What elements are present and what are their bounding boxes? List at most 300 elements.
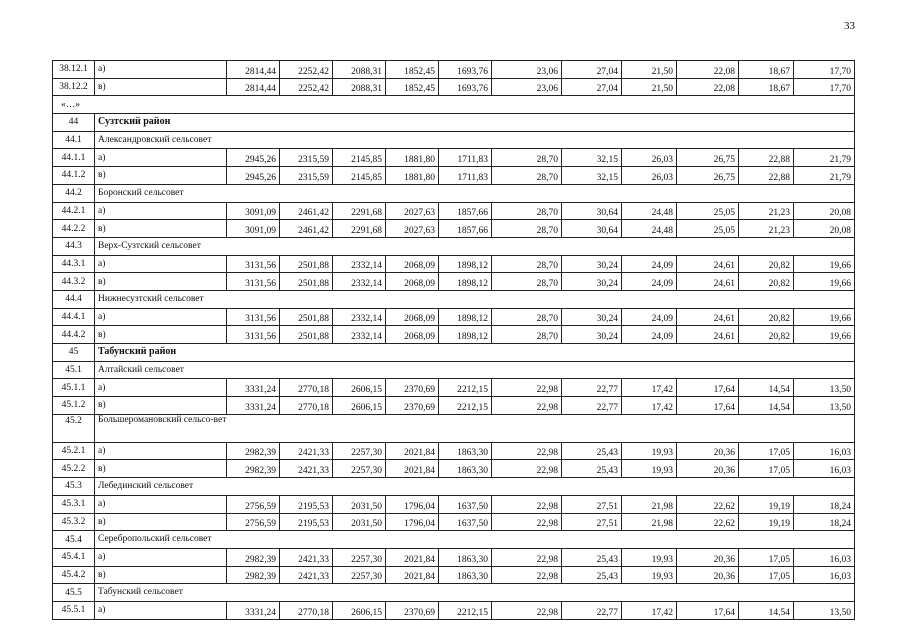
row-code: 38.12.1 [53, 61, 95, 79]
value-cell: 27,51 [562, 513, 622, 531]
row-code: 44.1.2 [53, 167, 95, 185]
value-cell: 2370,69 [386, 601, 439, 619]
row-code: 44.2 [53, 184, 95, 202]
value-cell: 2068,09 [386, 326, 439, 344]
value-cell: 22,62 [677, 513, 739, 531]
value-cell: 19,66 [794, 326, 855, 344]
row-label: в) [95, 397, 227, 415]
value-cell: 17,42 [622, 379, 677, 397]
value-cell: 1881,80 [386, 149, 439, 167]
district-name: Сузтский район [95, 114, 855, 132]
value-cell: 2332,14 [333, 326, 386, 344]
row-label: а) [95, 61, 227, 79]
row-code: 45 [53, 344, 95, 362]
value-cell: 22,98 [492, 513, 562, 531]
row-code: 45.5 [53, 584, 95, 602]
table-row [53, 78, 855, 96]
value-cell: 1693,76 [439, 78, 492, 96]
row-code: 45.1.2 [53, 397, 95, 415]
row-label: а) [95, 379, 227, 397]
row-code: 44.3 [53, 237, 95, 255]
value-cell: 17,70 [794, 78, 855, 96]
value-cell: 2068,09 [386, 273, 439, 291]
value-cell: 27,51 [562, 495, 622, 513]
value-cell: 19,93 [622, 566, 677, 584]
value-cell: 20,82 [739, 255, 794, 273]
value-cell: 32,15 [562, 149, 622, 167]
row-code: 45.2.2 [53, 460, 95, 478]
value-cell: 2370,69 [386, 379, 439, 397]
value-cell: 1898,12 [439, 255, 492, 273]
value-cell: 22,98 [492, 460, 562, 478]
table-row [53, 442, 855, 460]
value-cell: 22,98 [492, 601, 562, 619]
value-cell: 1863,30 [439, 566, 492, 584]
table-row [53, 149, 855, 167]
row-label: а) [95, 308, 227, 326]
value-cell: 13,50 [794, 601, 855, 619]
row-code: 45.5.1 [53, 601, 95, 619]
value-cell: 22,77 [562, 601, 622, 619]
value-cell: 2291,68 [333, 202, 386, 220]
value-cell: 1898,12 [439, 273, 492, 291]
row-code: 44.4.2 [53, 326, 95, 344]
value-cell: 1863,30 [439, 548, 492, 566]
value-cell: 1796,04 [386, 495, 439, 513]
row-code: 45.3.1 [53, 495, 95, 513]
row-label: а) [95, 601, 227, 619]
table-row [53, 379, 855, 397]
value-cell: 19,93 [622, 442, 677, 460]
value-cell: 24,09 [622, 308, 677, 326]
value-cell: 3331,24 [227, 397, 280, 415]
council-name: Серебропольский сельсовет [95, 531, 855, 549]
value-cell: 30,24 [562, 308, 622, 326]
value-cell: 20,36 [677, 548, 739, 566]
value-cell: 2031,50 [333, 495, 386, 513]
value-cell: 2257,30 [333, 548, 386, 566]
value-cell: 2461,42 [280, 202, 333, 220]
value-cell: 16,03 [794, 548, 855, 566]
value-cell: 2421,33 [280, 548, 333, 566]
council-row [53, 414, 855, 442]
value-cell: 2421,33 [280, 442, 333, 460]
value-cell: 2770,18 [280, 397, 333, 415]
value-cell: 28,70 [492, 167, 562, 185]
value-cell: 28,70 [492, 255, 562, 273]
value-cell: 14,54 [739, 379, 794, 397]
value-cell: 26,75 [677, 149, 739, 167]
value-cell: 25,43 [562, 566, 622, 584]
value-cell: 21,23 [739, 220, 794, 238]
value-cell: 2814,44 [227, 61, 280, 79]
value-cell: 22,08 [677, 61, 739, 79]
value-cell: 22,98 [492, 548, 562, 566]
value-cell: 20,08 [794, 202, 855, 220]
value-cell: 23,06 [492, 61, 562, 79]
value-cell: 2770,18 [280, 379, 333, 397]
value-cell: 16,03 [794, 442, 855, 460]
row-code: 45.3.2 [53, 513, 95, 531]
value-cell: 2315,59 [280, 167, 333, 185]
row-label: в) [95, 513, 227, 531]
value-cell: 2027,63 [386, 220, 439, 238]
row-code: 44.1.1 [53, 149, 95, 167]
value-cell: 21,50 [622, 61, 677, 79]
value-cell: 19,66 [794, 273, 855, 291]
value-cell: 21,98 [622, 495, 677, 513]
value-cell: 30,64 [562, 220, 622, 238]
value-cell: 22,98 [492, 379, 562, 397]
table-row [53, 167, 855, 185]
row-label: в) [95, 220, 227, 238]
council-row [53, 478, 855, 496]
value-cell: 28,70 [492, 220, 562, 238]
value-cell: 1863,30 [439, 442, 492, 460]
value-cell: 21,98 [622, 513, 677, 531]
value-cell: 3091,09 [227, 202, 280, 220]
value-cell: 2212,15 [439, 397, 492, 415]
value-cell: 14,54 [739, 397, 794, 415]
value-cell: 1898,12 [439, 326, 492, 344]
table-row [53, 548, 855, 566]
value-cell: 2756,59 [227, 513, 280, 531]
value-cell: 24,61 [677, 273, 739, 291]
value-cell: 2982,39 [227, 566, 280, 584]
value-cell: 3131,56 [227, 255, 280, 273]
row-label: а) [95, 255, 227, 273]
row-code: 44.4 [53, 290, 95, 308]
value-cell: 18,67 [739, 61, 794, 79]
council-row [53, 237, 855, 255]
table-row [53, 460, 855, 478]
value-cell: 2195,53 [280, 513, 333, 531]
row-label: в) [95, 78, 227, 96]
value-cell: 22,98 [492, 397, 562, 415]
council-row [53, 361, 855, 379]
value-cell: 2945,26 [227, 149, 280, 167]
value-cell: 28,70 [492, 273, 562, 291]
value-cell: 2021,84 [386, 460, 439, 478]
value-cell: 2088,31 [333, 78, 386, 96]
value-cell: 22,98 [492, 442, 562, 460]
value-cell: 2982,39 [227, 442, 280, 460]
value-cell: 30,64 [562, 202, 622, 220]
row-code: 45.4 [53, 531, 95, 549]
value-cell: 17,64 [677, 601, 739, 619]
value-cell: 2212,15 [439, 379, 492, 397]
row-code: 45.1.1 [53, 379, 95, 397]
value-cell: 1711,83 [439, 167, 492, 185]
value-cell: 1852,45 [386, 61, 439, 79]
row-label: а) [95, 202, 227, 220]
value-cell: 2501,88 [280, 326, 333, 344]
value-cell: 24,61 [677, 308, 739, 326]
council-name: Алтайский сельсовет [95, 361, 855, 379]
table-row [53, 255, 855, 273]
value-cell: 2257,30 [333, 460, 386, 478]
tariff-table [52, 60, 855, 620]
value-cell: 3331,24 [227, 601, 280, 619]
value-cell: 2021,84 [386, 566, 439, 584]
table-row [53, 397, 855, 415]
value-cell: 25,43 [562, 442, 622, 460]
value-cell: 17,42 [622, 397, 677, 415]
row-code: 45.3 [53, 478, 95, 496]
value-cell: 2501,88 [280, 273, 333, 291]
value-cell: 3091,09 [227, 220, 280, 238]
row-label: в) [95, 566, 227, 584]
value-cell: 19,66 [794, 308, 855, 326]
row-label: в) [95, 326, 227, 344]
value-cell: 2332,14 [333, 255, 386, 273]
page-number: 33 [844, 20, 855, 32]
value-cell: 22,88 [739, 149, 794, 167]
row-code: 44 [53, 114, 95, 132]
value-cell: 2068,09 [386, 308, 439, 326]
value-cell: 2332,14 [333, 308, 386, 326]
table-row [53, 220, 855, 238]
row-code: 45.4.1 [53, 548, 95, 566]
value-cell: 21,79 [794, 167, 855, 185]
value-cell: 2982,39 [227, 548, 280, 566]
council-name: Табунский сельсовет [95, 584, 855, 602]
value-cell: 30,24 [562, 273, 622, 291]
table-body [53, 61, 855, 620]
value-cell: 24,09 [622, 273, 677, 291]
council-row [53, 131, 855, 149]
value-cell: 2606,15 [333, 397, 386, 415]
value-cell: 1637,50 [439, 495, 492, 513]
value-cell: 20,82 [739, 326, 794, 344]
value-cell: 17,64 [677, 397, 739, 415]
value-cell: 2021,84 [386, 548, 439, 566]
row-code: 44.4.1 [53, 308, 95, 326]
row-code: 45.4.2 [53, 566, 95, 584]
value-cell: 21,23 [739, 202, 794, 220]
value-cell: 27,04 [562, 61, 622, 79]
value-cell: 24,48 [622, 220, 677, 238]
row-label: а) [95, 442, 227, 460]
council-row [53, 290, 855, 308]
value-cell: 27,04 [562, 78, 622, 96]
value-cell: 26,75 [677, 167, 739, 185]
row-code: 45.2 [53, 414, 95, 442]
value-cell: 2421,33 [280, 460, 333, 478]
council-name: Большеромановский сельсо-вет [95, 414, 855, 442]
value-cell: 2370,69 [386, 397, 439, 415]
value-cell: 17,70 [794, 61, 855, 79]
value-cell: 2315,59 [280, 149, 333, 167]
row-label: а) [95, 495, 227, 513]
value-cell: 3331,24 [227, 379, 280, 397]
value-cell: 1852,45 [386, 78, 439, 96]
table-row [53, 513, 855, 531]
council-name: Верх-Сузтский сельсовет [95, 237, 855, 255]
value-cell: 16,03 [794, 460, 855, 478]
value-cell: 3131,56 [227, 326, 280, 344]
value-cell: 32,15 [562, 167, 622, 185]
value-cell: 22,08 [677, 78, 739, 96]
value-cell: 19,19 [739, 513, 794, 531]
value-cell: 23,06 [492, 78, 562, 96]
table-row [53, 326, 855, 344]
value-cell: 18,24 [794, 513, 855, 531]
value-cell: 22,62 [677, 495, 739, 513]
district-name: Табунский район [95, 344, 855, 362]
value-cell: 1881,80 [386, 167, 439, 185]
value-cell: 22,88 [739, 167, 794, 185]
value-cell: 25,05 [677, 202, 739, 220]
value-cell: 2814,44 [227, 78, 280, 96]
value-cell: 2461,42 [280, 220, 333, 238]
council-name: Лебединский сельсовет [95, 478, 855, 496]
value-cell: 2501,88 [280, 255, 333, 273]
value-cell: 1857,66 [439, 202, 492, 220]
value-cell: 2606,15 [333, 379, 386, 397]
value-cell: 18,67 [739, 78, 794, 96]
value-cell: 22,98 [492, 495, 562, 513]
value-cell: 24,61 [677, 326, 739, 344]
value-cell: 19,19 [739, 495, 794, 513]
table-row [53, 202, 855, 220]
table-row [53, 308, 855, 326]
value-cell: 2257,30 [333, 566, 386, 584]
value-cell: 3131,56 [227, 308, 280, 326]
row-code: 44.3.2 [53, 273, 95, 291]
value-cell: 17,64 [677, 379, 739, 397]
row-code: 38.12.2 [53, 78, 95, 96]
table-row [53, 601, 855, 619]
council-row [53, 184, 855, 202]
value-cell: 3131,56 [227, 273, 280, 291]
value-cell: 2770,18 [280, 601, 333, 619]
value-cell: 2068,09 [386, 255, 439, 273]
row-code: 45.2.1 [53, 442, 95, 460]
value-cell: 30,24 [562, 326, 622, 344]
value-cell: 2756,59 [227, 495, 280, 513]
value-cell: 2421,33 [280, 566, 333, 584]
value-cell: 2257,30 [333, 442, 386, 460]
value-cell: 25,05 [677, 220, 739, 238]
value-cell: 2031,50 [333, 513, 386, 531]
ellipsis-row [53, 96, 855, 114]
council-name: Боронский сельсовет [95, 184, 855, 202]
value-cell: 18,24 [794, 495, 855, 513]
value-cell: 2606,15 [333, 601, 386, 619]
row-label: в) [95, 460, 227, 478]
value-cell: 26,03 [622, 167, 677, 185]
value-cell: 24,09 [622, 326, 677, 344]
value-cell: 1863,30 [439, 460, 492, 478]
value-cell: 2088,31 [333, 61, 386, 79]
value-cell: 25,43 [562, 460, 622, 478]
table-row [53, 566, 855, 584]
value-cell: 17,05 [739, 566, 794, 584]
value-cell: 2021,84 [386, 442, 439, 460]
value-cell: 21,79 [794, 149, 855, 167]
row-label: а) [95, 548, 227, 566]
district-heading-row [53, 344, 855, 362]
value-cell: 13,50 [794, 379, 855, 397]
value-cell: 22,98 [492, 566, 562, 584]
value-cell: 2195,53 [280, 495, 333, 513]
value-cell: 2027,63 [386, 202, 439, 220]
value-cell: 1637,50 [439, 513, 492, 531]
value-cell: 2501,88 [280, 308, 333, 326]
value-cell: 28,70 [492, 202, 562, 220]
value-cell: 2291,68 [333, 220, 386, 238]
value-cell: 1796,04 [386, 513, 439, 531]
value-cell: 28,70 [492, 149, 562, 167]
value-cell: 24,09 [622, 255, 677, 273]
row-label: в) [95, 273, 227, 291]
council-row [53, 584, 855, 602]
value-cell: 28,70 [492, 308, 562, 326]
value-cell: 2252,42 [280, 61, 333, 79]
row-code: 44.2.2 [53, 220, 95, 238]
table-row [53, 61, 855, 79]
value-cell: 2252,42 [280, 78, 333, 96]
value-cell: 2945,26 [227, 167, 280, 185]
value-cell: 17,42 [622, 601, 677, 619]
value-cell: 16,03 [794, 566, 855, 584]
value-cell: 17,05 [739, 548, 794, 566]
value-cell: 28,70 [492, 326, 562, 344]
council-name: Александровский сельсовет [95, 131, 855, 149]
value-cell: 19,66 [794, 255, 855, 273]
value-cell: 1711,83 [439, 149, 492, 167]
value-cell: 19,93 [622, 460, 677, 478]
row-code: 45.1 [53, 361, 95, 379]
value-cell: 22,77 [562, 397, 622, 415]
row-code: 44.1 [53, 131, 95, 149]
value-cell: 2145,85 [333, 167, 386, 185]
row-code: 44.3.1 [53, 255, 95, 273]
row-code: 44.2.1 [53, 202, 95, 220]
value-cell: 1898,12 [439, 308, 492, 326]
value-cell: 14,54 [739, 601, 794, 619]
table-row [53, 495, 855, 513]
value-cell: 1693,76 [439, 61, 492, 79]
value-cell: 2212,15 [439, 601, 492, 619]
value-cell: 2982,39 [227, 460, 280, 478]
value-cell: 20,08 [794, 220, 855, 238]
value-cell: 13,50 [794, 397, 855, 415]
value-cell: 24,48 [622, 202, 677, 220]
value-cell: 22,77 [562, 379, 622, 397]
value-cell: 24,61 [677, 255, 739, 273]
value-cell: 20,36 [677, 566, 739, 584]
ellipsis-text: «…» [53, 96, 855, 114]
value-cell: 17,05 [739, 442, 794, 460]
value-cell: 20,36 [677, 442, 739, 460]
value-cell: 20,36 [677, 460, 739, 478]
value-cell: 21,50 [622, 78, 677, 96]
value-cell: 2145,85 [333, 149, 386, 167]
value-cell: 30,24 [562, 255, 622, 273]
value-cell: 2332,14 [333, 273, 386, 291]
value-cell: 17,05 [739, 460, 794, 478]
row-label: а) [95, 149, 227, 167]
district-heading-row [53, 114, 855, 132]
value-cell: 20,82 [739, 308, 794, 326]
value-cell: 25,43 [562, 548, 622, 566]
value-cell: 19,93 [622, 548, 677, 566]
council-name: Нижнесузтский сельсовет [95, 290, 855, 308]
value-cell: 1857,66 [439, 220, 492, 238]
table-row [53, 273, 855, 291]
